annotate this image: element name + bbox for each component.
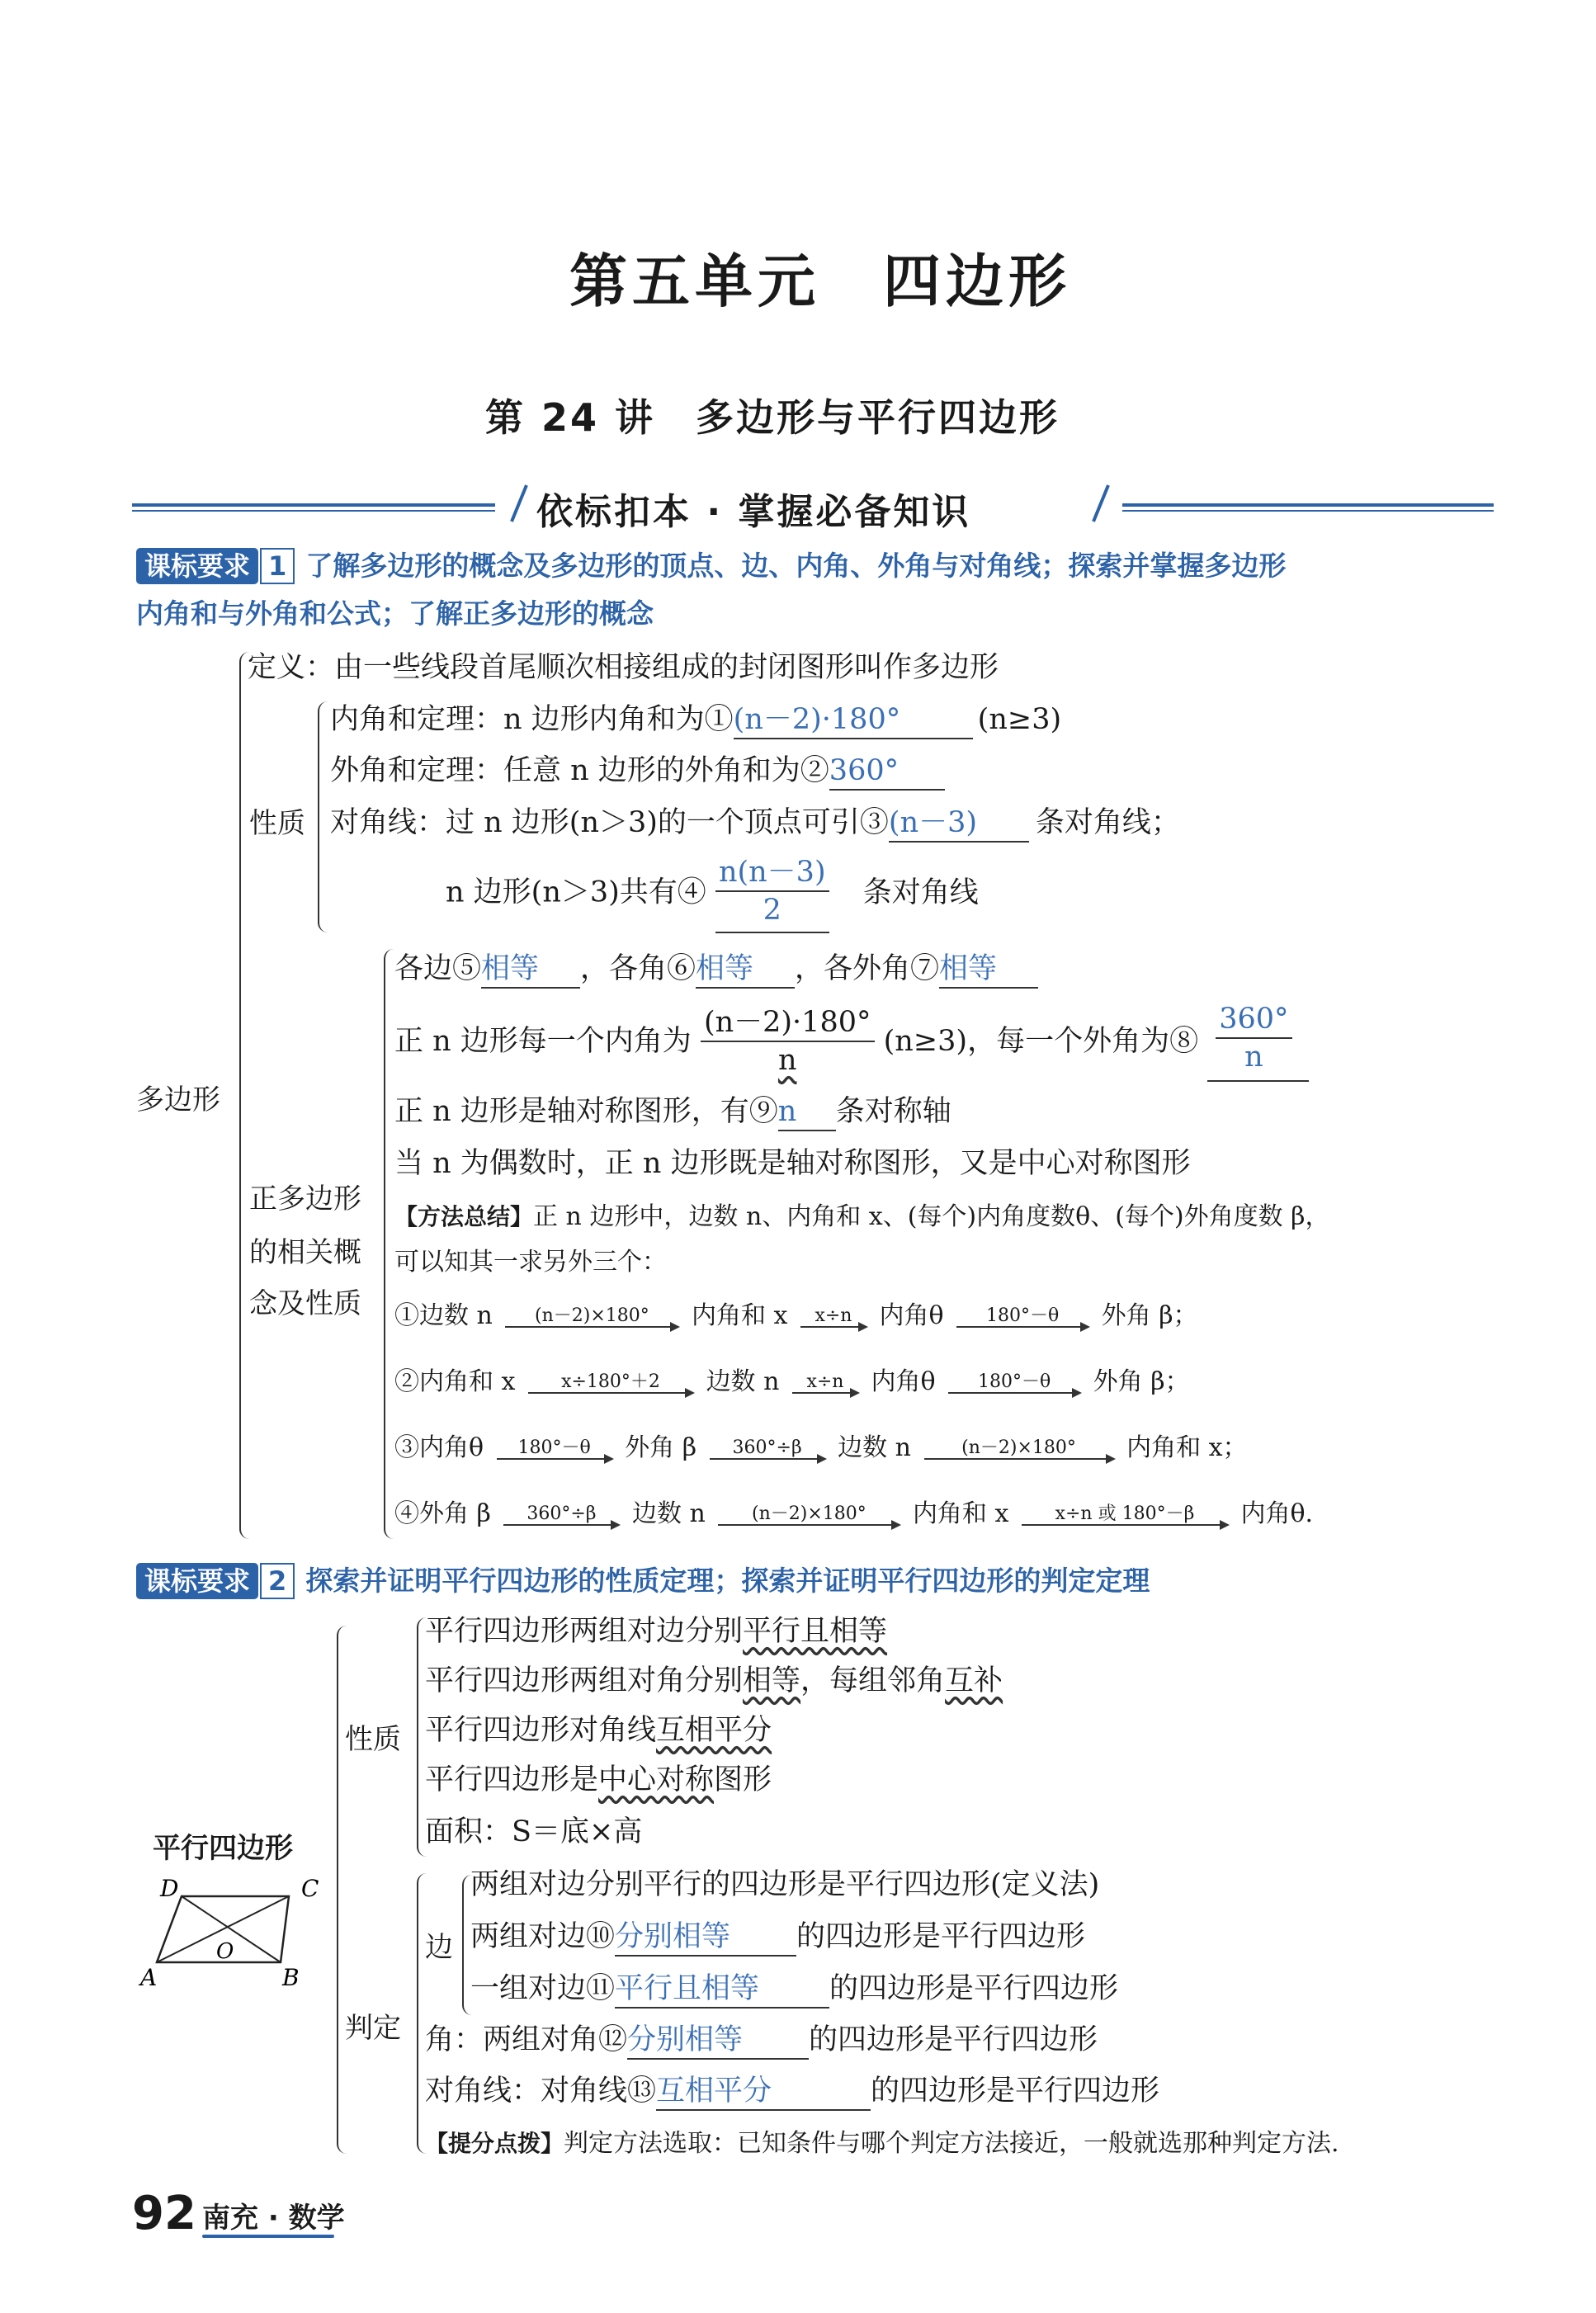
chain3-arrow2: 360°÷β [710,1438,825,1460]
vertex-C: C [301,1875,319,1902]
chain2-mid2: 内角θ [871,1367,936,1396]
page-number: 92 [132,2187,196,2240]
pg-judge5-answer: 互相平分 [656,2073,871,2111]
regular-label-3: 念及性质 [249,1287,361,1320]
chain2-end: 外角 β； [1093,1367,1190,1396]
chain-1 [394,1300,1198,1333]
chain4-arrow2: (n－2)×180° [718,1504,900,1526]
reg-angles-answer: 相等 [696,951,795,989]
reg-axis-row [394,1093,951,1131]
diagonal-total-num: n(n－3) [715,854,829,892]
diagonal-prefix: 对角线：过 n 边形(n＞3)的一个顶点可引③ [330,806,889,839]
pg-prop4: 平行四边形是中心对称图形 [425,1763,772,1796]
interior-sum-answer: (n－2)·180° [734,701,973,739]
regular-label-1: 正多边形 [249,1182,361,1216]
pg-prop2: 平行四边形两组对角分别相等，每组邻角互补 [425,1664,1003,1697]
req2-badge: 课标要求 [136,1563,258,1599]
reg-sides-prefix: 各边⑤ [394,952,482,985]
pg-judge1: 两组对边分别平行的四边形是平行四边形(定义法) [470,1868,1100,1901]
interior-sum-row [330,701,1061,739]
hint-text: 判定方法选取：已知条件与哪个判定方法接近，一般就选那种判定方法. [564,2129,1339,2158]
pg-judge4: 角：两组对角⑫分别相等 的四边形是平行四边形 [425,2022,1098,2060]
diagonal-total-den: 2 [763,894,781,927]
chain1-mid1: 内角和 x [691,1301,788,1330]
method-text1: 正 n 边形中，边数 n、内角和 x、(每个)内角度数θ、(每个)外角度数 β， [533,1202,1330,1231]
exterior-sum-answer: 360° [829,753,945,791]
parallelogram-figure [132,1872,347,1995]
chain3-mid2: 边数 n [838,1433,911,1462]
polygon-root: 多边形 [136,1083,220,1116]
chain4-start: ④外角 β [394,1499,491,1528]
reg-interior-fraction [701,1004,875,1079]
pg-judge2: 两组对边⑩分别相等 的四边形是平行四边形 [470,1919,1085,1957]
reg-ext-prefix: ，各外角⑦ [795,952,940,985]
chain1-arrow3: 180°－θ [956,1306,1088,1328]
reg-ext-fraction [1207,1001,1308,1082]
polygon-definition [248,649,999,686]
reg-ext-num: 360° [1216,1001,1291,1039]
chain1-arrow1: (n－2)×180° [505,1306,678,1328]
parallelogram-brace [337,1626,350,2154]
chain3-mid1: 外角 β [625,1433,697,1462]
vertex-A: A [140,1964,158,1991]
reg-ext-den: n [1244,1041,1263,1074]
pg-prop2-key2: 互补 [945,1664,1003,1697]
chain2-arrow1: x÷180°＋2 [528,1372,693,1394]
pg-judge3-answer: 平行且相等 [615,1971,829,2009]
reg-axis-prefix: 正 n 边形是轴对称图形，有⑨ [394,1095,778,1128]
method-label: 【方法总结】 [394,1203,534,1230]
lecture-title: 第 24 讲 多边形与平行四边形 [485,395,1060,440]
chain2-arrow2: x÷n [792,1372,858,1394]
req1-text-line1: 了解多边形的概念及多边形的顶点、边、内角、外角与对角线；探索并掌握多边形 [305,550,1287,582]
diagonal-row [330,805,1180,843]
reg-axis-answer: n [778,1093,836,1131]
banner-title: 依标扣本 · 掌握必备知识 [536,491,971,533]
chain2-start: ②内角和 x [394,1367,516,1396]
chain1-arrow2: x÷n [800,1306,866,1328]
req2-num: 2 [260,1563,295,1599]
chain2-mid1: 边数 n [706,1367,780,1396]
method-summary-line1 [394,1201,1329,1234]
reg-sides-answer: 相等 [481,951,580,989]
pg-prop4-key: 中心对称 [598,1763,715,1796]
exterior-sum-prefix: 外角和定理：任意 n 边形的外角和为② [330,754,829,787]
chain1-start: ①边数 n [394,1301,493,1330]
interior-sum-prefix: 内角和定理：n 边形内角和为① [330,703,734,736]
pg-prop2-key: 相等 [743,1664,801,1697]
pg-judge4-answer: 分别相等 [627,2022,809,2060]
pg-prop3-key: 互相平分 [656,1714,772,1747]
diagonal-total-row [446,854,979,933]
reg-axis-suffix: 条对称轴 [835,1095,951,1128]
pg-prop1-key: 平行且相等 [743,1615,888,1648]
pg-judge2-answer: 分别相等 [615,1919,796,1957]
regular-brace [384,949,395,1539]
reg-interior-num: (n－2)·180° [701,1004,875,1042]
diagonal-suffix: 条对角线； [1035,806,1180,839]
footer-underline [202,2235,334,2238]
footer-subject: 南充 · 数学 [202,2202,345,2235]
chain3-start: ③内角θ [394,1433,484,1462]
method-summary-line2: 可以知其一求另外三个： [394,1248,667,1277]
chain4-arrow1: 360°÷β [503,1504,619,1526]
vertex-B: B [282,1964,300,1991]
regular-label-2: 的相关概 [249,1236,361,1269]
req1-header [136,545,1286,584]
definition-text: 定义：由一些线段首尾顺次相接组成的封闭图形叫作多边形 [248,651,999,684]
reg-ext-answer: 相等 [939,951,1038,989]
req2-header [136,1560,1150,1599]
chain2-arrow3: 180°－θ [948,1372,1080,1394]
diagonal-total-suffix: 条对角线 [862,876,979,909]
chain-4 [394,1498,1313,1531]
pg-hint [425,2127,1339,2160]
properties-label: 性质 [249,807,305,840]
unit-title: 第五单元 四边形 [569,247,1071,315]
properties-brace [318,701,329,932]
req1-num: 1 [260,548,295,584]
req1-badge: 课标要求 [136,548,258,584]
chain3-end: 内角和 x； [1126,1433,1248,1462]
reg-even-row: 当 n 为偶数时，正 n 边形既是轴对称图形，又是中心对称图形 [394,1147,1191,1180]
pg-judge-brace [417,1873,428,2154]
pg-prop3: 平行四边形对角线互相平分 [425,1714,772,1747]
vertex-O: O [216,1939,234,1964]
req2-text: 探索并证明平行四边形的性质定理；探索并证明平行四边形的判定定理 [305,1565,1150,1597]
diagonal-total-fraction [715,854,829,933]
diagonal-answer: (n－3) [889,805,1029,843]
pg-side-label: 边 [425,1931,453,1964]
pg-properties-label: 性质 [345,1723,401,1756]
reg-interior-mid: (n≥3)，每一个外角为⑧ [883,1025,1199,1058]
diagonal-total-prefix: n 边形(n＞3)共有④ [446,876,706,909]
reg-interior-den: n [777,1044,797,1077]
parallelogram-root: 平行四边形 [153,1832,293,1865]
reg-interior-row [394,1001,1309,1082]
section-banner [132,479,1494,533]
exterior-sum-row [330,753,945,791]
reg-interior-prefix: 正 n 边形每一个内角为 [394,1025,692,1058]
chain-3 [394,1432,1248,1465]
pg-judge-label: 判定 [345,2012,401,2045]
chain4-arrow3: x÷n 或 180°－β [1022,1504,1228,1526]
reg-angles-prefix: ，各角⑥ [580,952,696,985]
interior-sum-suffix: (n≥3) [977,703,1062,736]
reg-equal-row [394,951,1038,989]
pg-prop5: 面积：S＝底×高 [425,1815,643,1848]
req1-text-line2: 内角和与外角和公式；了解正多边形的概念 [136,597,654,630]
chain1-end: 外角 β； [1101,1301,1198,1330]
pg-prop1: 平行四边形两组对边分别平行且相等 [425,1615,888,1648]
chain3-arrow3: (n－2)×180° [924,1438,1114,1460]
pg-judge3: 一组对边⑪平行且相等 的四边形是平行四边形 [470,1971,1118,2009]
chain4-end: 内角θ. [1240,1499,1314,1528]
chain4-mid1: 边数 n [631,1499,706,1528]
vertex-D: D [160,1875,179,1902]
chain1-mid2: 内角θ [879,1301,944,1330]
chain3-arrow1: 180°－θ [497,1438,612,1460]
chain4-mid2: 内角和 x [912,1499,1009,1528]
polygon-brace [239,652,253,1539]
hint-label: 【提分点拨】 [425,2130,564,2157]
pg-judge5: 对角线：对角线⑬互相平分 的四边形是平行四边形 [425,2073,1159,2111]
chain-2 [394,1366,1190,1399]
